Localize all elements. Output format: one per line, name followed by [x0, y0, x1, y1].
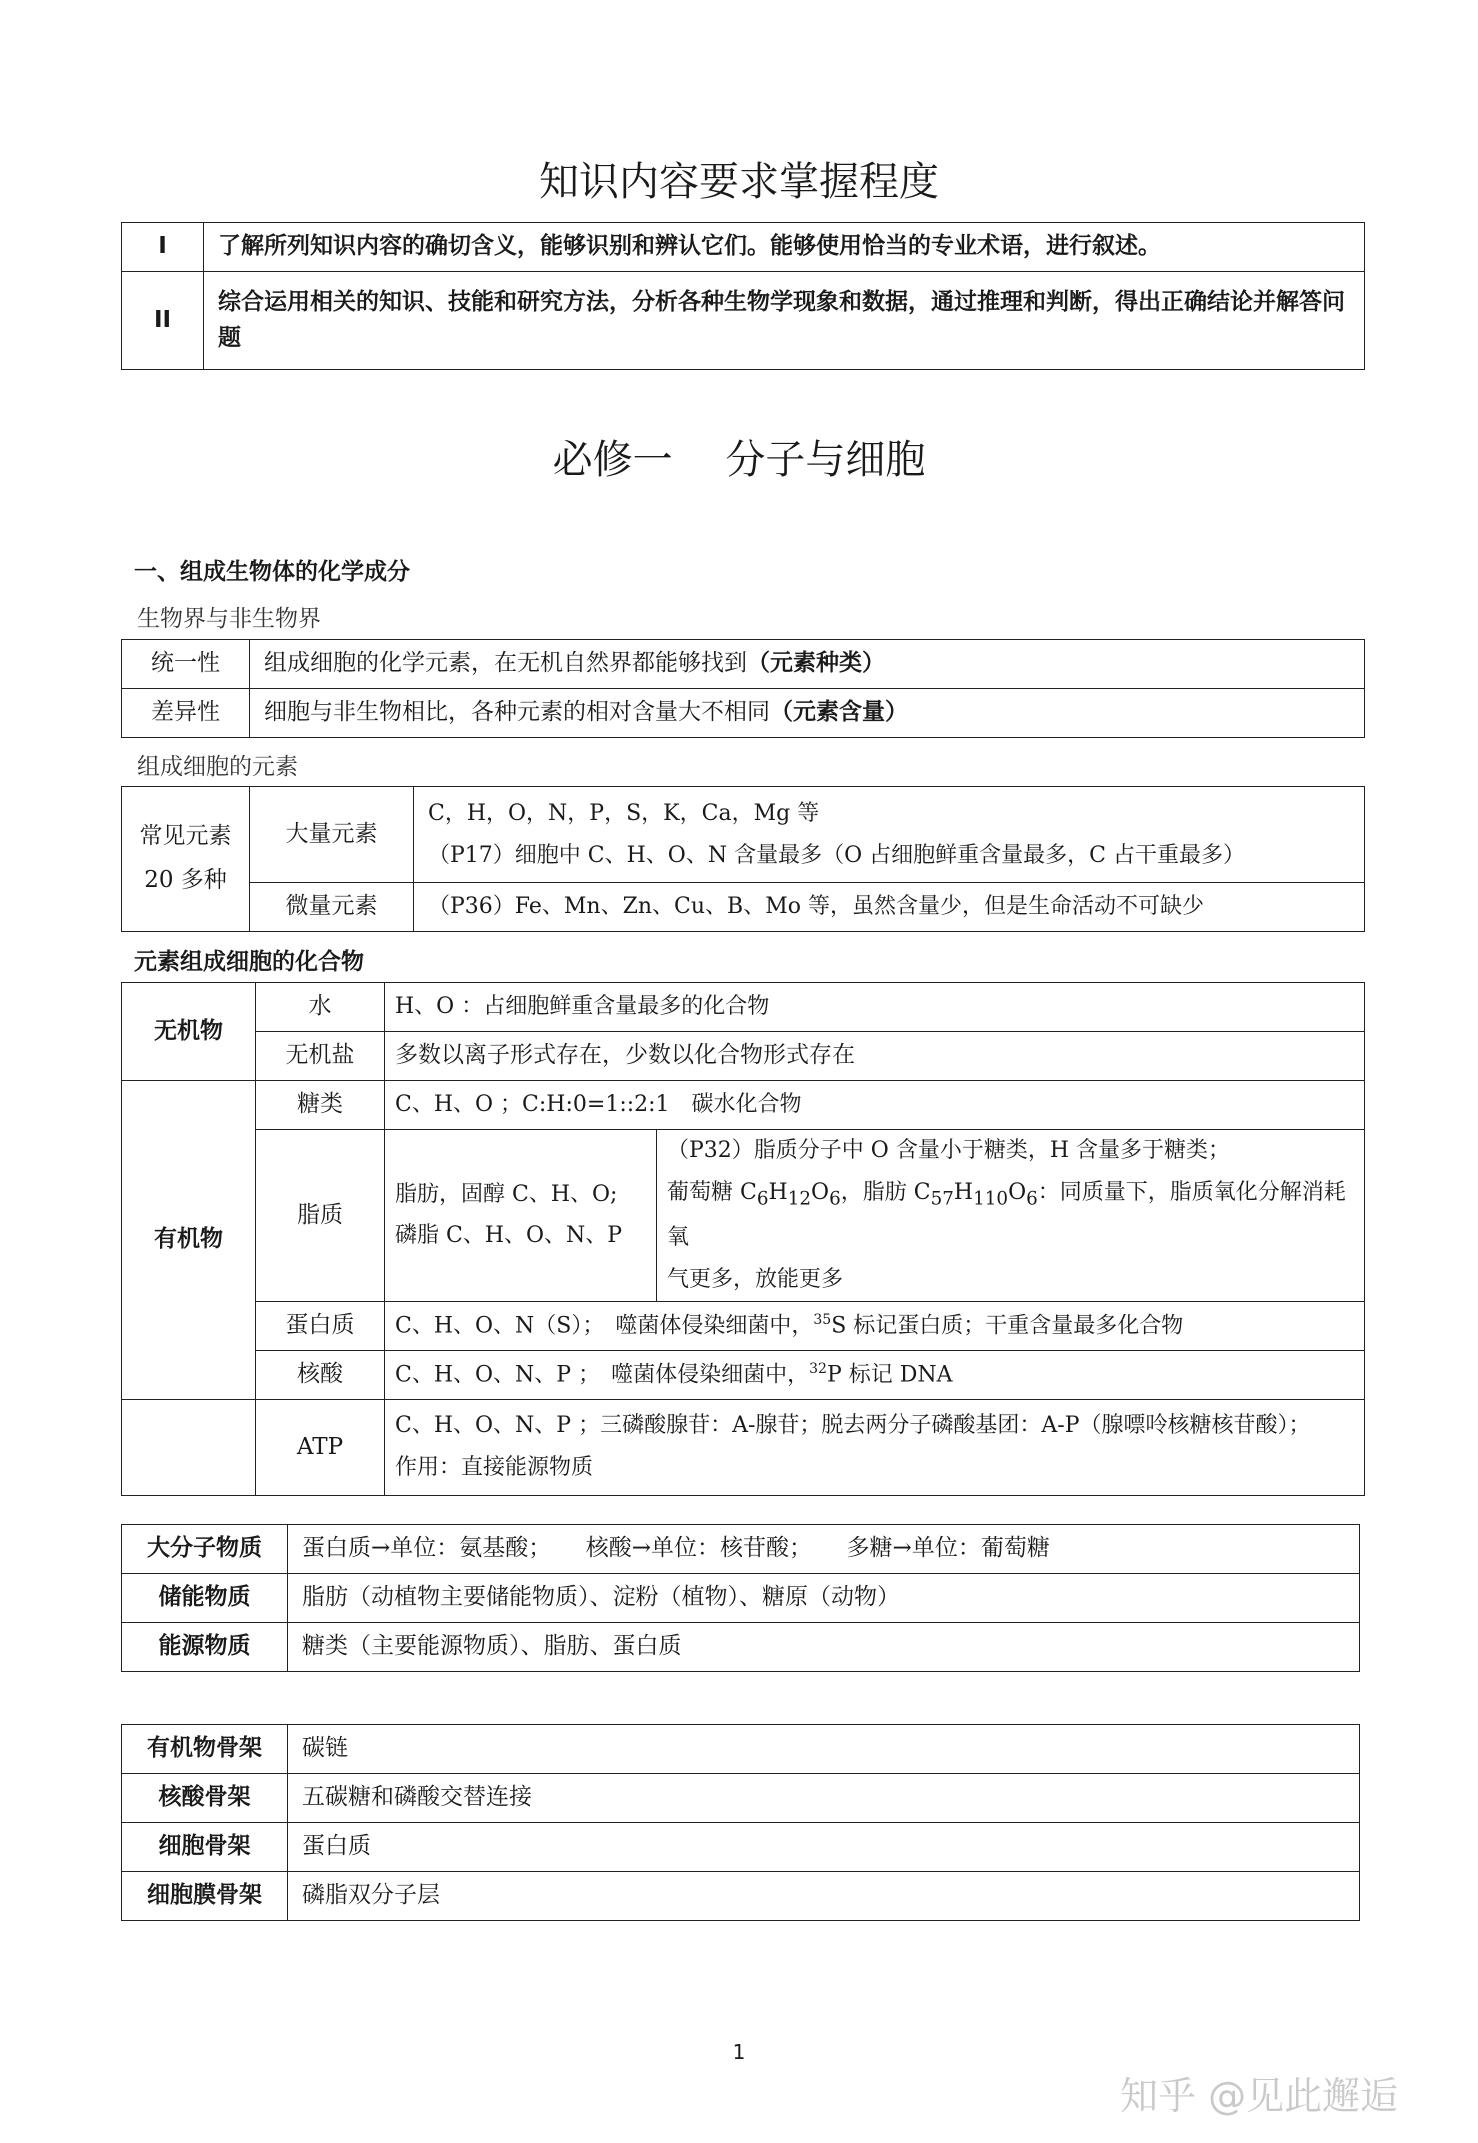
- row-value: [250, 640, 1365, 689]
- isotope-sup: 32: [809, 1360, 827, 1377]
- salt-text: 多数以离子形式存在，少数以化合物形式存在: [385, 1032, 1365, 1081]
- major-line: （P17）细胞中 C、H、O、N 含量最多（O 占细胞鲜重含量最多，C 占干重最多）: [428, 842, 1245, 868]
- table-row: [122, 1823, 1360, 1872]
- empty-cell: [122, 1399, 256, 1495]
- table-row: [122, 223, 1365, 272]
- table-row: [122, 1130, 1365, 1302]
- subheading: 组成细胞的元素: [137, 754, 298, 780]
- subheading: 生物界与非生物界: [137, 606, 321, 632]
- organic-label: 有机物: [122, 1081, 256, 1400]
- formula-part: O: [811, 1179, 830, 1205]
- section-heading: 一、组成生物体的化学成分: [134, 559, 410, 585]
- skeletons-table: [121, 1724, 1360, 1921]
- table-row: [122, 1525, 1360, 1574]
- level-text: 综合运用相关的知识、技能和研究方法，分析各种生物学现象和数据，通过推理和判断，得出正确结论并解答问题: [204, 272, 1365, 370]
- major-line: C，H，O，N，P，S，K，Ca，Mg 等: [428, 800, 820, 826]
- bio-nonbio-table: [121, 639, 1365, 738]
- row-value: 碳链: [288, 1725, 1360, 1774]
- table-row: [122, 1872, 1360, 1921]
- inorganic-label: 无机物: [122, 983, 256, 1081]
- formula-part: H: [768, 1179, 788, 1205]
- row-value: 脂肪（动植物主要储能物质）、淀粉（植物）、糖原（动物）: [288, 1574, 1360, 1623]
- row-value: 磷脂双分子层: [288, 1872, 1360, 1921]
- table-row: [122, 1774, 1360, 1823]
- formula-sub: 6: [1026, 1188, 1038, 1210]
- sugar-text: C、H、O ；C:H:0=1::2:1 碳水化合物: [385, 1081, 1365, 1130]
- row-key: 细胞膜骨架: [122, 1872, 288, 1921]
- formula-part: 葡萄糖 C: [667, 1179, 757, 1205]
- table-row: [122, 1725, 1360, 1774]
- row-value: 蛋白质: [288, 1823, 1360, 1872]
- lipid-line: 脂肪，固醇 C、H、O;: [395, 1181, 618, 1207]
- water-text: H、O ：占细胞鲜重含量最多的化合物: [385, 983, 1365, 1032]
- table-row: [122, 640, 1365, 689]
- table-row: [122, 1623, 1360, 1672]
- table-row: [122, 689, 1365, 738]
- row-key: 核酸骨架: [122, 1774, 288, 1823]
- lipid-line: 磷脂 C、H、O、N、P: [395, 1223, 623, 1249]
- lipid-composition: [385, 1130, 657, 1302]
- formula-sub: 57: [930, 1188, 954, 1210]
- major-label: 大量元素: [250, 787, 414, 883]
- level-text: 了解所列知识内容的确切含义，能够识别和辨认它们。能够使用恰当的专业术语，进行叙述。: [204, 223, 1365, 272]
- watermark: 知乎 @见此邂逅: [1120, 2074, 1399, 2118]
- table-row: [122, 983, 1365, 1032]
- formula-part: ，脂肪 C: [840, 1179, 931, 1205]
- row-key: 能源物质: [122, 1623, 288, 1672]
- protein-text-part: S 标记蛋白质；干重含量最多化合物: [831, 1312, 1184, 1338]
- isotope-sup: 35: [813, 1311, 832, 1328]
- formula-part: ：同质量下，脂质氧化分解消耗氧: [667, 1179, 1346, 1250]
- compounds-table: [121, 982, 1365, 1496]
- row-text: 细胞与非生物相比，各种元素的相对含量大不相同: [264, 699, 770, 726]
- nucleic-text-part: C、H、O、N、P ； 噬菌体侵染细菌中，: [395, 1361, 810, 1387]
- formula-sub: 6: [829, 1188, 841, 1210]
- table-row: [122, 272, 1365, 370]
- substances-table: [121, 1524, 1360, 1672]
- common-label: 常见元素: [139, 823, 232, 850]
- table-row: [122, 883, 1365, 932]
- level-table: [121, 222, 1365, 370]
- page-number: 1: [732, 2040, 746, 2064]
- lipid-note-line: [667, 1172, 1354, 1259]
- salt-label: 无机盐: [256, 1032, 385, 1081]
- row-key: 有机物骨架: [122, 1725, 288, 1774]
- lipid-note-line: （P32）脂质分子中 O 含量小于糖类，H 含量多于糖类；: [667, 1138, 1230, 1163]
- row-value: [250, 689, 1365, 738]
- row-key: 储能物质: [122, 1574, 288, 1623]
- formula-sub: 12: [787, 1188, 812, 1210]
- formula-sub: 110: [973, 1188, 1009, 1210]
- table-row: [122, 1032, 1365, 1081]
- row-value: 蛋白质→单位：氨基酸； 核酸→单位：核苷酸； 多糖→单位：葡萄糖: [288, 1525, 1360, 1574]
- atp-text: [385, 1399, 1365, 1495]
- protein-label: 蛋白质: [256, 1301, 385, 1350]
- doc-title: 知识内容要求掌握程度: [539, 159, 939, 205]
- row-key: 细胞骨架: [122, 1823, 288, 1872]
- level-cell: I: [122, 223, 204, 272]
- protein-text-part: C、H、O、N（S）； 噬菌体侵染细菌中，: [395, 1312, 814, 1338]
- nucleic-text-part: P 标记 DNA: [826, 1361, 953, 1387]
- atp-line: C、H、O、N、P ；三磷酸腺苷：A-腺苷；脱去两分子磷酸基团：A-P（腺嘌呤核糖核苷酸）；: [395, 1413, 1311, 1439]
- minor-label: 微量元素: [250, 883, 414, 932]
- chapter-title: 必修一 分子与细胞: [552, 437, 926, 483]
- major-text: [414, 787, 1365, 883]
- formula-part: H: [953, 1179, 974, 1205]
- lipid-note-line: 气更多，放能更多: [667, 1266, 844, 1292]
- subheading-bold: 元素组成细胞的化合物: [134, 949, 364, 975]
- row-key: 统一性: [122, 640, 250, 689]
- row-emphasis: （元素含量）: [770, 699, 908, 726]
- nucleic-text: [385, 1350, 1365, 1399]
- common-elements-cell: [122, 787, 250, 932]
- row-emphasis: （元素种类）: [747, 650, 885, 677]
- formula-part: O: [1008, 1179, 1027, 1205]
- row-key: 差异性: [122, 689, 250, 738]
- table-row: [122, 1350, 1365, 1399]
- table-row: [122, 1574, 1360, 1623]
- atp-label: ATP: [256, 1399, 385, 1495]
- water-label: 水: [256, 983, 385, 1032]
- formula-sub: 6: [756, 1188, 769, 1210]
- row-text: 组成细胞的化学元素，在无机自然界都能够找到: [264, 650, 747, 677]
- table-row: [122, 787, 1365, 883]
- protein-text: [385, 1301, 1365, 1350]
- table-row: [122, 1081, 1365, 1130]
- elements-table: [121, 786, 1365, 932]
- lipid-notes: [657, 1130, 1365, 1302]
- row-value: 五碳糖和磷酸交替连接: [288, 1774, 1360, 1823]
- lipid-label: 脂质: [256, 1130, 385, 1302]
- common-count: 20 多种: [144, 867, 227, 893]
- table-row: [122, 1399, 1365, 1495]
- atp-line: 作用：直接能源物质: [395, 1455, 594, 1481]
- level-cell: II: [122, 272, 204, 370]
- nucleic-label: 核酸: [256, 1350, 385, 1399]
- row-key: 大分子物质: [122, 1525, 288, 1574]
- minor-text: （P36）Fe、Mn、Zn、Cu、B、Mo 等，虽然含量少，但是生命活动不可缺少: [414, 883, 1365, 932]
- sugar-label: 糖类: [256, 1081, 385, 1130]
- table-row: [122, 1301, 1365, 1350]
- row-value: 糖类（主要能源物质）、脂肪、蛋白质: [288, 1623, 1360, 1672]
